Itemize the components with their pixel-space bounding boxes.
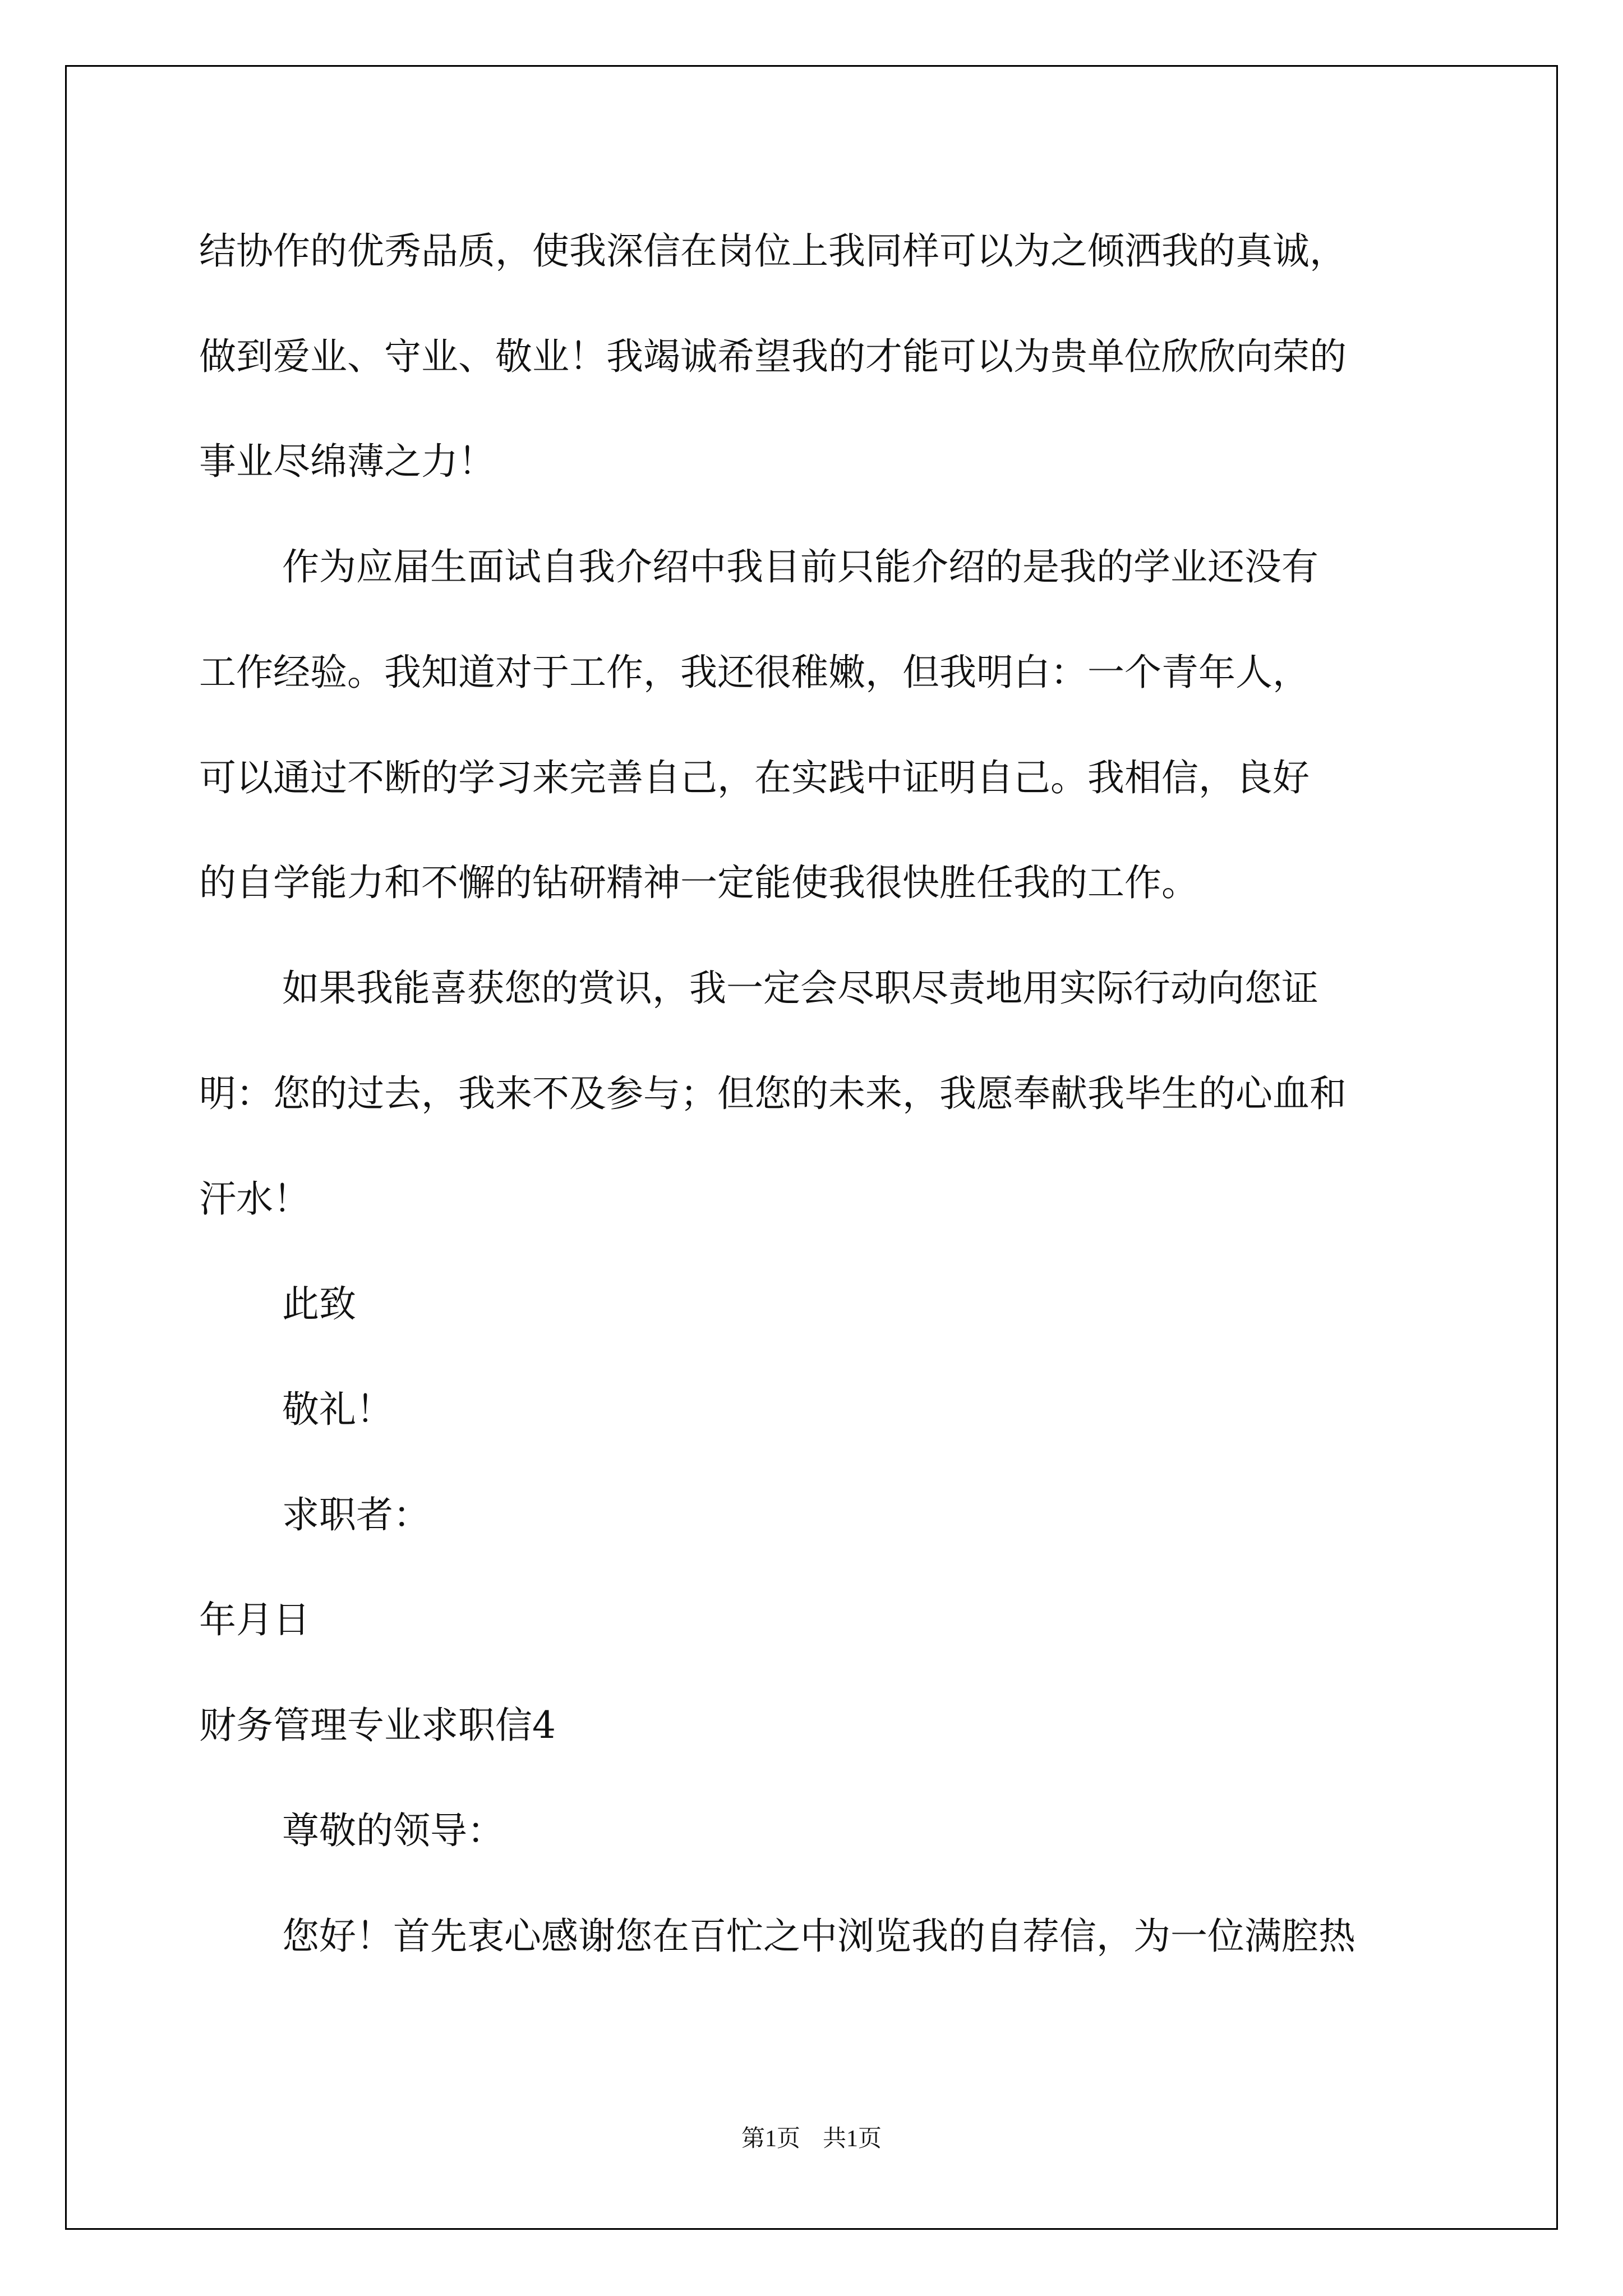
page-footer bbox=[0, 2127, 1623, 2151]
closing-salutation: 此致 bbox=[282, 1282, 356, 1326]
text-line: 的自学能力和不懈的钻研精神一定能使我很快胜任我的工作。 bbox=[199, 861, 1198, 904]
paragraph-first-line: 如果我能喜获您的赏识，我一定会尽职尽责地用实际行动向您证 bbox=[282, 967, 1318, 1010]
page-number: 第1页 bbox=[741, 2126, 800, 2152]
text-line: 事业尽绵薄之力！ bbox=[199, 440, 495, 483]
text-line: 明：您的过去，我来不及参与；但您的未来，我愿奉献我毕生的心血和 bbox=[199, 1072, 1347, 1115]
page-border bbox=[65, 65, 1558, 2230]
text-line: 结协作的优秀品质，使我深信在岗位上我同样可以为之倾洒我的真诚， bbox=[199, 229, 1347, 273]
text-line: 工作经验。我知道对于工作，我还很稚嫩，但我明白：一个青年人， bbox=[199, 651, 1310, 694]
paragraph-first-line: 作为应届生面试自我介绍中我目前只能介绍的是我的学业还没有 bbox=[282, 545, 1318, 588]
signature-label: 求职者： bbox=[282, 1493, 430, 1536]
date-line: 年月日 bbox=[199, 1598, 310, 1641]
text-line: 可以通过不断的学习来完善自己，在实践中证明自己。我相信，良好 bbox=[199, 756, 1310, 799]
page-total: 共1页 bbox=[823, 2126, 882, 2152]
text-line: 做到爱业、守业、敬业！我竭诚希望我的才能可以为贵单位欣欣向荣的 bbox=[199, 335, 1347, 378]
letter-greeting: 尊敬的领导： bbox=[282, 1809, 504, 1852]
text-line: 汗水！ bbox=[199, 1177, 310, 1221]
paragraph-first-line: 您好！首先衷心感谢您在百忙之中浏览我的自荐信，为一位满腔热 bbox=[282, 1915, 1355, 1958]
section-heading: 财务管理专业求职信4 bbox=[199, 1704, 556, 1747]
closing-regards: 敬礼！ bbox=[282, 1388, 393, 1431]
